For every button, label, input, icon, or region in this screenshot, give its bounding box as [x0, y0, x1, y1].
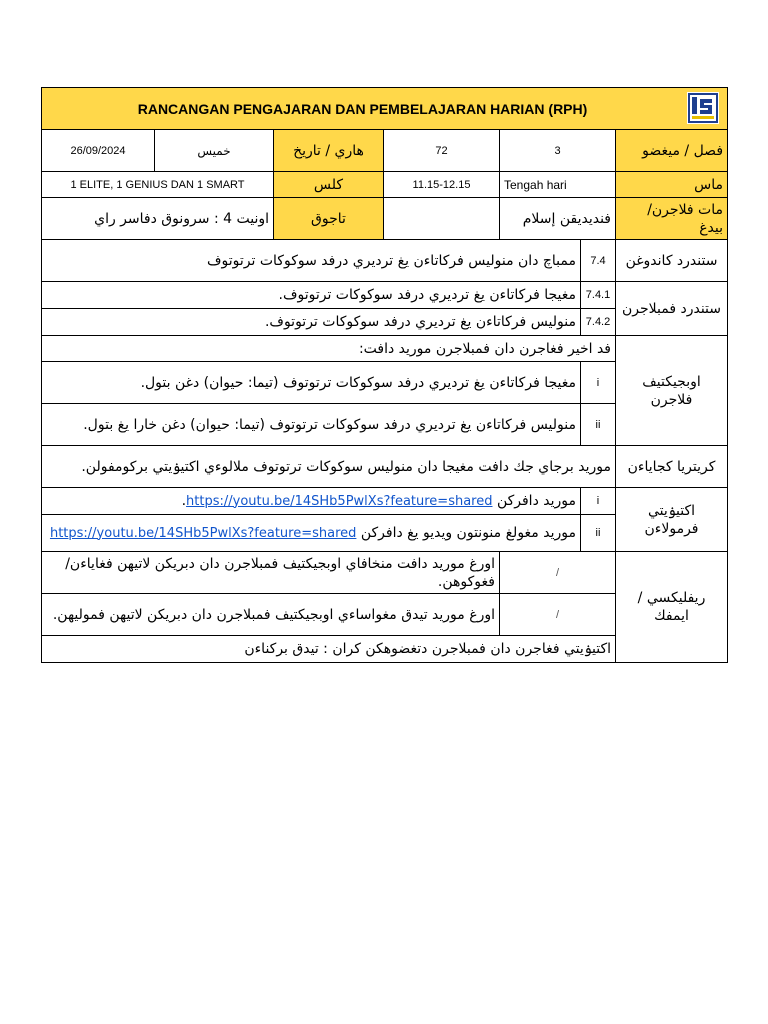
content-standard-code: 7.4	[581, 240, 616, 282]
activity-item	[42, 488, 581, 515]
chapter-label: فصل / ميغضو	[616, 130, 728, 172]
reflection-note: اكتيۏيتي فغاجرن دان فمبلاجرن دتغضوهكن كران : تيدق بركناءن	[42, 636, 616, 663]
date-value: 26/09/2024	[42, 130, 155, 172]
activity-number: i	[581, 488, 616, 515]
chapter-number: 3	[500, 130, 616, 172]
objective-number: ii	[581, 404, 616, 446]
learning-standard-label: ستندرد فمبلاجرن	[616, 282, 728, 336]
objective-text: منوليس فركاتاءن يغ ترديري درفد سوكوكات ترتوتوف (تيما: حيوان) دغن خارا يغ بتول.	[42, 404, 581, 446]
learning-standard-code: 7.4.2	[581, 309, 616, 336]
unit-value: اونيت 4 : سرونوق دفاسر راي	[42, 198, 274, 240]
activity-item	[42, 515, 581, 552]
activity-text: موريد دافركن	[496, 492, 576, 509]
reflection-mark: /	[500, 552, 616, 594]
time-label: ماس	[616, 172, 728, 198]
objectives-label: اوبجيكتيف فلاجرن	[616, 336, 728, 446]
content-standard-label: ستندرد كاندوغن	[616, 240, 728, 282]
video-link[interactable]: https://youtu.be/14SHb5PwlXs?feature=shared	[49, 525, 357, 541]
activity-suffix: .	[181, 492, 187, 509]
subject-value: فنديديقن إسلام	[500, 198, 616, 240]
period-count: 72	[384, 130, 500, 172]
reflection-mark: /	[500, 594, 616, 636]
rph-document	[41, 87, 727, 663]
topic-label: تاجوق	[274, 198, 384, 240]
activity-number: ii	[581, 515, 616, 552]
class-name: 1 ELITE, 1 GENIUS DAN 1 SMART	[42, 172, 274, 198]
school-crest-icon	[687, 92, 719, 124]
objective-text: مغيجا فركاتاءن يغ ترديري درفد سوكوكات ترتوتوف (تيما: حيوان) دغن بتول.	[42, 362, 581, 404]
activity-text: موريد مغولغ منونتون ويديو يغ دافركن	[360, 524, 576, 541]
success-criteria-text: موريد برجاي جك دافت مغيجا دان منوليس سوكوكات ترتوتوف ملالوءي اكتيۏيتي بركومفولن.	[42, 446, 616, 488]
content-standard-text: ممباچ دان منوليس فركاتاءن يغ ترديري درفد سوكوكات ترتوتوف	[42, 240, 581, 282]
activities-label: اكتيۏيتي فرمولاءن	[616, 488, 728, 552]
subject-label: مات فلاجرن/ بيدغ	[616, 198, 728, 240]
reflection-text: اورغ موريد دافت منخافاي اوبجيكتيف فمبلاجرن دان دبريكن لاتيهن فغاياءن/فغوكوهن.	[42, 552, 500, 594]
objectives-intro: فد اخير فغاجرن دان فمبلاجرن موريد دافت:	[42, 336, 616, 362]
class-label: كلس	[274, 172, 384, 198]
time-value: 11.15-12.15	[384, 172, 500, 198]
reflection-text: اورغ موريد تيدق مغواساءي اوبجيكتيف فمبلاجرن دان دبريكن لاتيهن فموليهن.	[42, 594, 500, 636]
learning-standard-text: مغيجا فركاتاءن يغ ترديري درفد سوكوكات ترتوتوف.	[42, 282, 581, 309]
video-link[interactable]: https://youtu.be/14SHb5PwlXs?feature=shared	[186, 493, 493, 509]
day-date-label: هاري / تاريخ	[274, 130, 384, 172]
session-value: Tengah hari	[500, 172, 616, 198]
reflection-label: ريفليكسي / ايمفك	[616, 552, 728, 663]
learning-standard-text: منوليس فركاتاءن يغ ترديري درفد سوكوكات ترتوتوف.	[42, 309, 581, 336]
page-title: RANCANGAN PENGAJARAN DAN PEMBELAJARAN HARIAN (RPH)	[137, 100, 588, 117]
objective-number: i	[581, 362, 616, 404]
success-criteria-label: كريتريا كجاياءن	[616, 446, 728, 488]
rph-table	[41, 87, 728, 663]
title-bar	[42, 88, 728, 130]
empty-cell	[384, 198, 500, 240]
learning-standard-code: 7.4.1	[581, 282, 616, 309]
day-value: خميس	[155, 130, 274, 172]
